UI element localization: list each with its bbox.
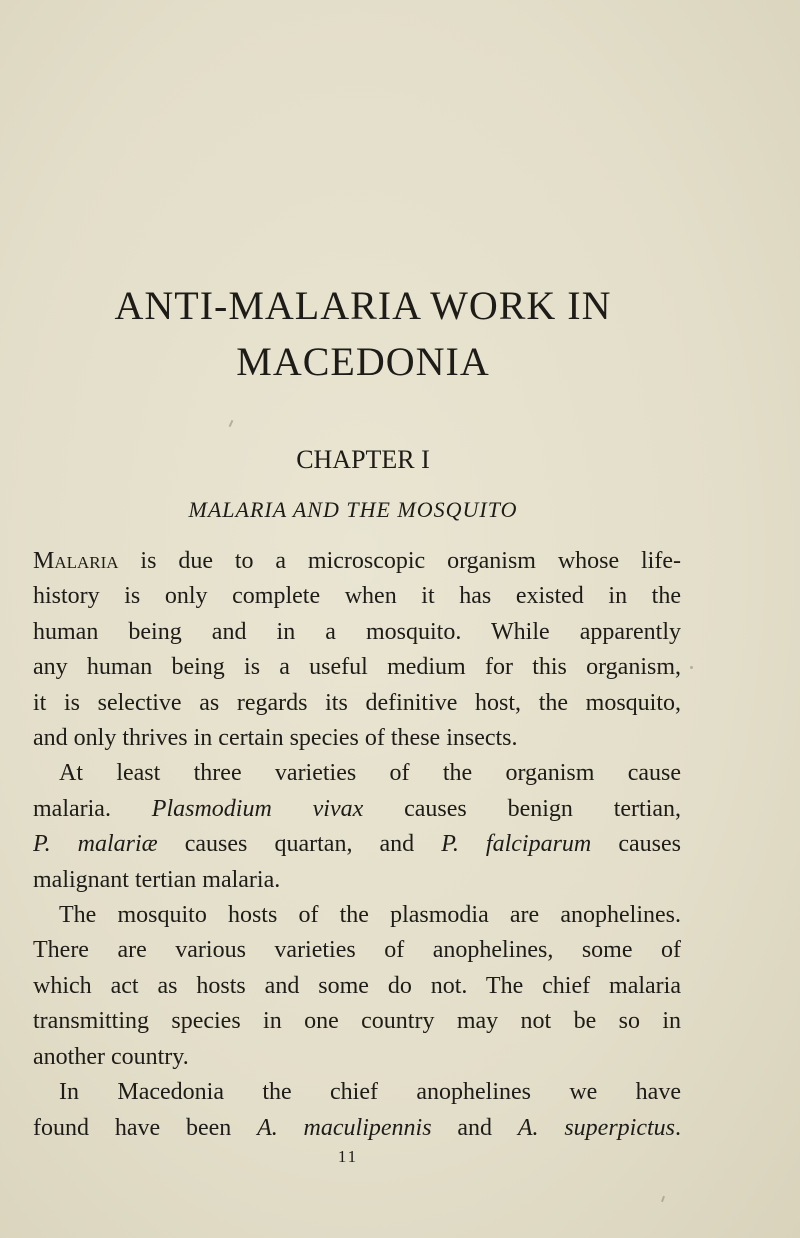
- chapter-heading: CHAPTER I: [296, 445, 430, 474]
- drop-word: Malaria: [33, 548, 119, 574]
- text-span: malaria.: [33, 795, 152, 822]
- body-text: [33, 544, 681, 1146]
- text-line: [33, 827, 681, 862]
- paragraph-4: [33, 1075, 681, 1146]
- text-line: [33, 1111, 681, 1146]
- text-line: [33, 544, 681, 579]
- paper-speck: [690, 666, 693, 669]
- species-name: P. malariæ: [33, 831, 158, 858]
- text-line: There are various varieties of anophelines, some of: [33, 937, 681, 964]
- text-line: which act as hosts and some do not. The chief malaria: [33, 972, 681, 999]
- text-span: causes quartan, and: [157, 831, 442, 858]
- paragraph-2: [33, 756, 681, 898]
- species-name: A. maculipennis: [257, 1114, 432, 1141]
- text-line: any human being is a useful medium for this organism,: [33, 654, 681, 681]
- text-line: it is selective as regards its definitive host, the mosquito,: [33, 689, 681, 716]
- text-span: .: [675, 1114, 681, 1141]
- text-line: and only thrives in certain species of these insects.: [33, 725, 518, 752]
- text-span: causes benign tertian,: [363, 795, 681, 822]
- text-line: history is only complete when it has existed in the: [33, 583, 681, 610]
- text-span: and: [431, 1114, 518, 1141]
- text-span: is due to a microscopic organism whose life-: [118, 548, 681, 574]
- book-title: [0, 278, 726, 390]
- text-line: The mosquito hosts of the plasmodia are anophelines.: [59, 902, 681, 929]
- text-line: In Macedonia the chief anophelines we have: [59, 1079, 681, 1106]
- chapter-subtitle: MALARIA AND THE MOSQUITO: [188, 497, 518, 522]
- book-title-line-2: MACEDONIA: [236, 339, 490, 384]
- text-line: another country.: [33, 1043, 189, 1070]
- text-line: [33, 792, 681, 827]
- species-name: P. falciparum: [441, 831, 592, 858]
- paper-speck: [229, 420, 234, 427]
- text-line: At least three varieties of the organism cause: [59, 760, 681, 787]
- species-name: Plasmodium vivax: [151, 795, 364, 822]
- paragraph-1: [33, 544, 681, 756]
- text-line: transmitting species in one country may not be so in: [33, 1008, 681, 1035]
- paper-speck: [661, 1196, 665, 1202]
- text-line: human being and in a mosquito. While apparently: [33, 618, 681, 645]
- text-line: malignant tertian malaria.: [33, 866, 281, 893]
- page-number: 11: [337, 1147, 359, 1166]
- species-name: A. superpictus: [517, 1114, 676, 1141]
- paragraph-3: [33, 898, 681, 1075]
- text-span: causes: [591, 831, 681, 858]
- text-span: found have been: [33, 1114, 258, 1141]
- book-title-line-1: ANTI-MALARIA WORK IN: [114, 283, 612, 328]
